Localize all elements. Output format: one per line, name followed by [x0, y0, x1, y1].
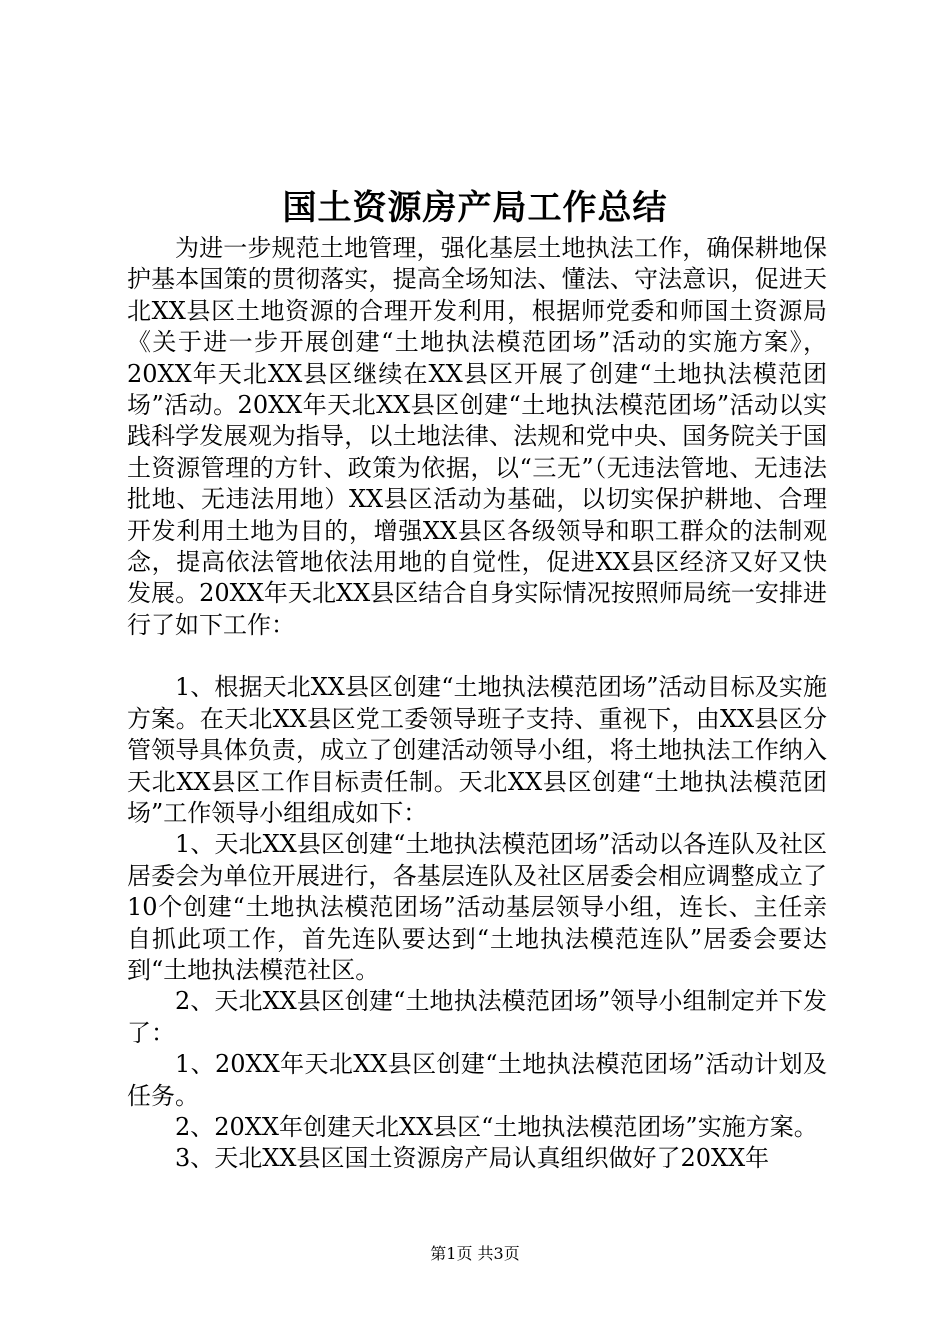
paragraph-gap	[127, 641, 827, 672]
paragraph-item: 1、根据天北XX县区创建“土地执法模范团场”活动目标及实施方案。在天北XX县区党工委领导班子支持、重视下，由XX县区分管领导具体负责，成立了创建活动领导小组，将土地执法工作纳入天北XX县区工作目标责任制。天北XX县区创建“土地执法模范团场”工作领导小组组成如下：	[127, 673, 827, 827]
paragraph-item: 2、20XX年创建天北XX县区“土地执法模范团场”实施方案。	[175, 1112, 818, 1141]
paragraph-item: 1、20XX年天北XX县区创建“土地执法模范团场”活动计划及任务。	[127, 1050, 827, 1110]
paragraph-item: 1、天北XX县区创建“土地执法模范团场”活动以各连队及社区居委会为单位开展进行，各基层连队及社区居委会相应调整成立了10个创建“土地执法模范团场”活动基层领导小组，连长、主任亲自抓此项工作，首先连队要达到“土地执法模范连队”居委会要达到“土地执法模范社区。	[127, 830, 827, 984]
paragraph-item: 3、天北XX县区国土资源房产局认真组织做好了20XX年	[175, 1144, 770, 1173]
paragraph-intro: 为进一步规范土地管理，强化基层土地执法工作，确保耕地保护基本国策的贯彻落实，提高全场知法、懂法、守法意识，促进天北XX县区土地资源的合理开发利用，根据师党委和师国土资源局《关于进一步开展创建“土地执法模范团场”活动的实施方案》，20XX年天北XX县区继续在XX县区开展了创建“土地执法模范团场”活动。20XX年天北XX县区创建“土地执法模范团场”活动以实践科学发展观为指导，以土地法律、法规和党中央、国务院关于国土资源管理的方针、政策为依据，以“三无”（无违法管地、无违法批地、无违法用地）XX县区活动为基础，以切实保护耕地、合理开发利用土地为目的，增强XX县区各级领导和职工群众的法制观念，提高依法管地依法用地的自觉性，促进XX县区经济又好又快发展。20XX年天北XX县区结合自身实际情况按照师局统一安排进行了如下工作：	[127, 234, 827, 639]
document-title: 国土资源房产局工作总结	[282, 188, 668, 228]
paragraph-item: 2、天北XX县区创建“土地执法模范团场”领导小组制定并下发了：	[127, 987, 827, 1047]
page-number-footer: 第1页 共3页	[430, 1244, 520, 1263]
document-body	[127, 233, 827, 1175]
